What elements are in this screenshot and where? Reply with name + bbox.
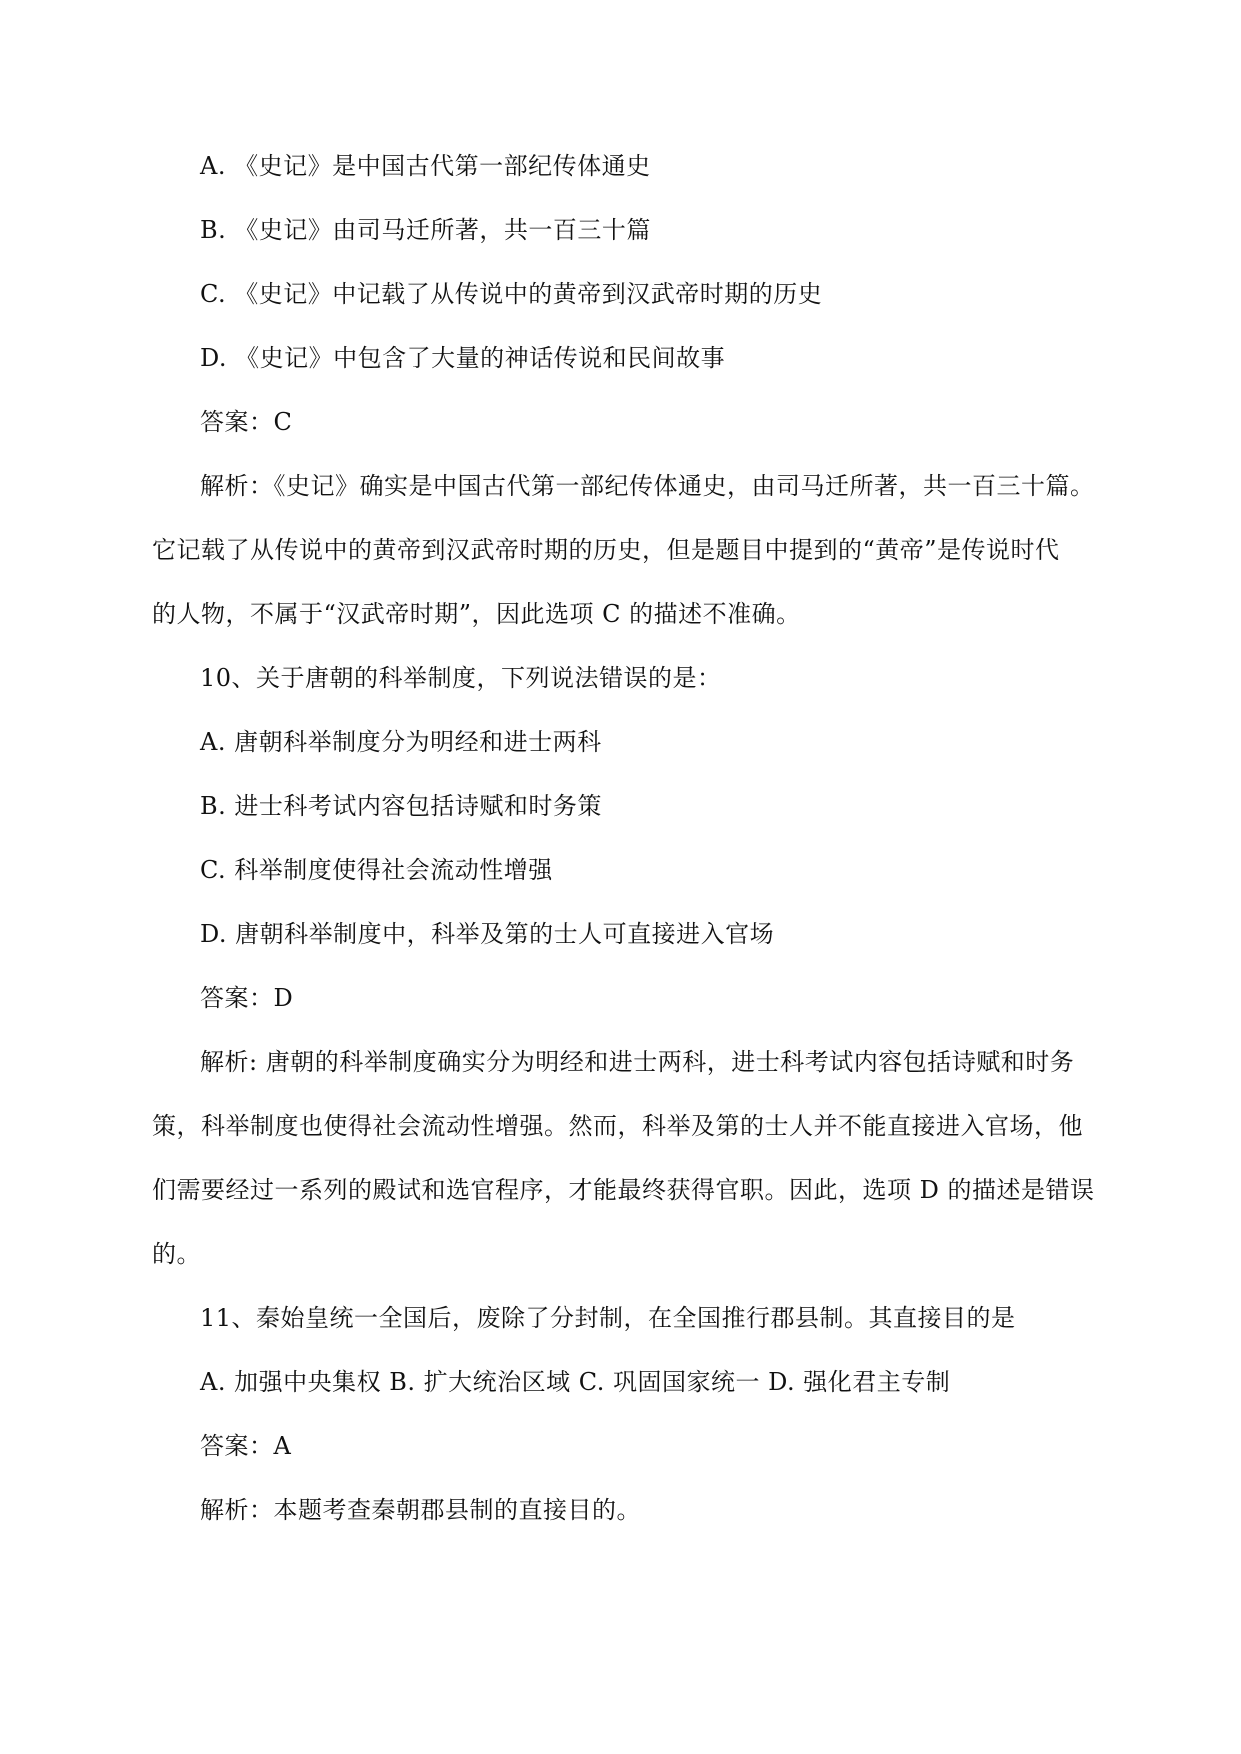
q11-answer: 答案：A [200, 1432, 292, 1460]
q10-analysis-line-4: 的。 [152, 1240, 201, 1268]
q9-option-c: C. 《史记》中记载了从传说中的黄帝到汉武帝时期的历史 [200, 280, 823, 308]
q9-option-d: D. 《史记》中包含了大量的神话传说和民间故事 [200, 344, 726, 372]
q10-analysis-line-2: 策，科举制度也使得社会流动性增强。然而，科举及第的士人并不能直接进入官场，他 [152, 1112, 1083, 1140]
q11-analysis: 解析：本题考查秦朝郡县制的直接目的。 [200, 1496, 641, 1524]
q9-option-b: B. 《史记》由司马迁所著，共一百三十篇 [200, 216, 651, 244]
q11-question: 11、秦始皇统一全国后，废除了分封制，在全国推行郡县制。其直接目的是 [200, 1304, 1016, 1332]
q10-analysis-line-3: 们需要经过一系列的殿试和选官程序，才能最终获得官职。因此，选项 D 的描述是错误 [152, 1176, 1095, 1204]
q10-option-b: B. 进士科考试内容包括诗赋和时务策 [200, 792, 602, 820]
q10-analysis-line-1: 解析: 唐朝的科举制度确实分为明经和进士两科，进士科考试内容包括诗赋和时务 [200, 1048, 1075, 1076]
q10-option-d: D. 唐朝科举制度中，科举及第的士人可直接进入官场 [200, 920, 775, 948]
q9-analysis-line-3: 的人物，不属于“汉武帝时期”，因此选项 C 的描述不准确。 [152, 600, 801, 628]
q9-option-a: A. 《史记》是中国古代第一部纪传体通史 [200, 152, 651, 180]
q11-options: A. 加强中央集权 B. 扩大统治区域 C. 巩固国家统一 D. 强化君主专制 [200, 1368, 951, 1396]
q10-question: 10、关于唐朝的科举制度，下列说法错误的是： [200, 664, 722, 692]
q10-option-a: A. 唐朝科举制度分为明经和进士两科 [200, 728, 602, 756]
q9-analysis-line-1: 解析：《史记》确实是中国古代第一部纪传体通史，由司马迁所著，共一百三十篇。 [200, 472, 1095, 500]
q10-option-c: C. 科举制度使得社会流动性增强 [200, 856, 553, 884]
q9-answer: 答案：C [200, 408, 293, 436]
q9-analysis-line-2: 它记载了从传说中的黄帝到汉武帝时期的历史，但是题目中提到的“黄帝”是传说时代 [152, 536, 1060, 564]
q10-answer: 答案：D [200, 984, 294, 1012]
